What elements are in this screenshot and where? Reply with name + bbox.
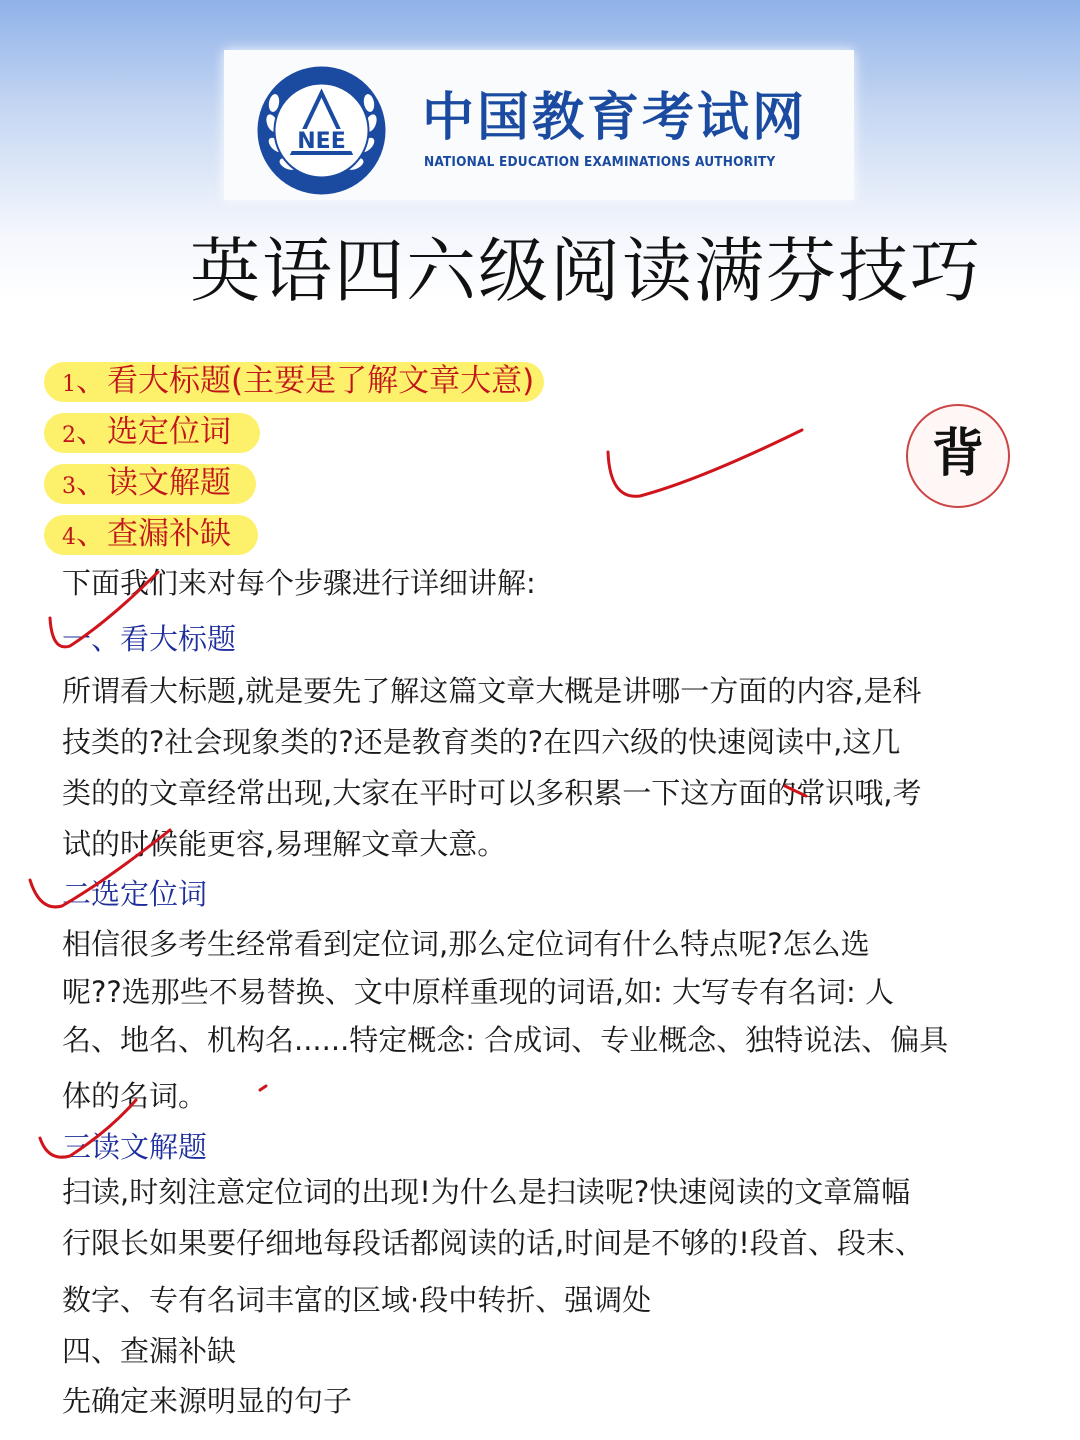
section-heading-4: 四、查漏补缺 — [62, 1334, 237, 1368]
badge-text: 背 — [931, 423, 984, 484]
section-2-line-3: 名、地名、机构名......特定概念: 合成词、专业概念、独特说法、偏具 — [62, 1023, 949, 1057]
step-number: 3 — [62, 474, 76, 499]
step-item-3 — [62, 465, 231, 501]
section-3-line-3: 数字、专有名词丰富的区域·段中转折、强调处 — [62, 1283, 652, 1317]
section-2-line-1: 相信很多考生经常看到定位词,那么定位词有什么特点呢?怎么选 — [62, 927, 870, 961]
section-4-line-1: 先确定来源明显的句子 — [62, 1384, 353, 1418]
memorize-badge — [906, 404, 1010, 508]
step-label: 、读文解题 — [76, 465, 231, 501]
section-heading-1: 一、看大标题 — [62, 622, 237, 656]
section-1-line-2: 技类的?社会现象类的?还是教育类的?在四六级的快速阅读中,这几 — [62, 725, 901, 759]
step-label: 、查漏补缺 — [76, 516, 231, 552]
logo-english-name: NATIONAL EDUCATION EXAMINATIONS AUTHORITY — [424, 154, 776, 170]
section-heading-2: 二选定位词 — [62, 877, 208, 911]
step-label: 、选定位词 — [76, 414, 231, 450]
logo-banner — [224, 50, 854, 200]
emblem-text: NEE — [297, 129, 346, 154]
section-2-line-4: 体的名词。 — [62, 1079, 208, 1113]
section-2-line-2: 呢??选那些不易替换、文中原样重现的词语,如: 大写专有名词: 人 — [62, 975, 894, 1009]
section-1-line-3: 类的的文章经常出现,大家在平时可以多积累一下这方面的常识哦,考 — [62, 776, 922, 810]
step-number: 1 — [62, 372, 76, 397]
intro-text: 下面我们来对每个步骤进行详细讲解: — [62, 566, 536, 600]
step-item-4 — [62, 516, 231, 552]
step-number: 4 — [62, 525, 76, 550]
checkmark-icon — [608, 430, 802, 496]
step-label: 、看大标题(主要是了解文章大意) — [76, 363, 535, 399]
section-1-line-4: 试的时候能更容,易理解文章大意。 — [62, 827, 507, 861]
page-title: 英语四六级阅读满芬技巧 — [190, 230, 982, 312]
pen-tick-icon — [260, 1086, 266, 1090]
section-1-line-1: 所谓看大标题,就是要先了解这篇文章大概是讲哪一方面的内容,是科 — [62, 674, 922, 708]
step-item-1 — [62, 363, 535, 399]
logo-chinese-name: 中国教育考试网 — [422, 88, 808, 148]
step-number: 2 — [62, 423, 76, 448]
section-3-line-1: 扫读,时刻注意定位词的出现!为什么是扫读呢?快速阅读的文章篇幅 — [62, 1175, 911, 1209]
section-heading-3: 三读文解题 — [62, 1130, 208, 1164]
nee-emblem-icon — [254, 63, 389, 198]
step-item-2 — [62, 414, 231, 450]
section-3-line-2: 行限长如果要仔细地每段话都阅读的话,时间是不够的!段首、段末、 — [62, 1226, 924, 1260]
